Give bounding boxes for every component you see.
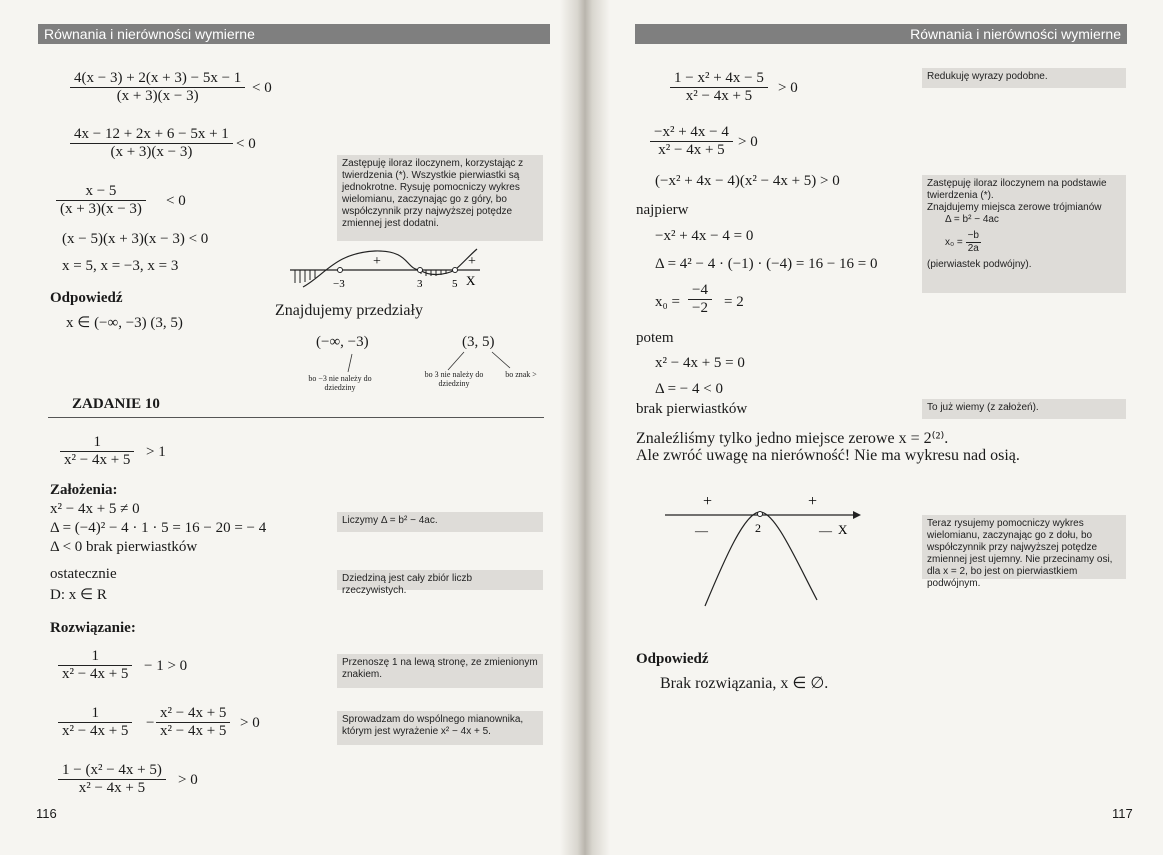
section-divider: [48, 417, 544, 418]
sign-label: +: [373, 254, 381, 269]
relation: − 1 > 0: [144, 658, 188, 674]
solution-title: Rozwiązanie:: [50, 620, 136, 636]
note-line: (pierwiastek podwójny).: [927, 259, 1032, 270]
left-fraction-3: [56, 183, 146, 218]
tangent-point: [758, 512, 763, 517]
page-number-left: 116: [36, 806, 57, 821]
relation: > 1: [146, 444, 166, 460]
right-fraction-2: [650, 124, 733, 159]
polynomial-curve: [303, 249, 477, 287]
fraction-numerator: −4: [688, 282, 712, 300]
open-point: [453, 268, 458, 273]
solution-fraction-1: [58, 648, 132, 683]
relation: > 0: [738, 134, 758, 150]
page-number-right: 117: [1112, 806, 1133, 821]
delta-2: Δ = − 4 < 0: [655, 381, 723, 397]
fraction-numerator: 4x − 12 + 2x + 6 − 5x + 1: [70, 126, 233, 144]
margin-note-left-2: Liczymy Δ = b² − 4ac.: [337, 512, 543, 532]
relation: = 2: [724, 294, 744, 310]
interval-2: (3, 5): [462, 334, 495, 350]
tick-label: 2: [755, 521, 761, 535]
annotation-2: bo 3 nie należy do dziedziny: [424, 370, 484, 388]
solution-fraction-2b: [156, 705, 230, 740]
interval-1: (−∞, −3): [316, 334, 369, 350]
axis-arrow: [853, 511, 861, 519]
fraction-numerator: x − 5: [56, 183, 146, 201]
relation: > 0: [240, 715, 260, 731]
fraction-numerator: −b: [967, 230, 979, 241]
relation: > 0: [178, 772, 198, 788]
relation: > 0: [778, 80, 798, 96]
margin-note-right-2: [922, 175, 1126, 293]
delta-1: Δ = 4² − 4 · (−1) · (−4) = 16 − 16 = 0: [655, 256, 878, 272]
left-fraction-1: [70, 70, 245, 105]
note-x0-lhs: x₀ =: [945, 237, 963, 249]
note-line: Znajdujemy miejsca zerowe trójmianów: [927, 202, 1102, 213]
parabola-curve: [705, 512, 817, 606]
fraction-denominator: x² − 4x + 5: [64, 452, 131, 468]
right-fraction-1: [670, 70, 768, 105]
fraction-denominator: 2a: [967, 243, 979, 254]
sign-label: +: [703, 493, 713, 510]
left-page-header: Równania i nierówności wymierne: [38, 24, 550, 44]
tick-label: 5: [452, 278, 458, 290]
annotation-1: bo −3 nie należy do dziedziny: [308, 374, 372, 392]
fraction-denominator: (x + 3)(x − 3): [116, 88, 199, 104]
fraction-numerator: 1 − x² + 4x − 5: [670, 70, 768, 88]
answer-right: Brak rozwiązania, x ∈ ∅.: [660, 675, 829, 692]
no-roots-text: brak pierwiastków: [636, 401, 748, 417]
solution-fraction-3: [58, 762, 166, 797]
note-line: Zastępuję iloraz iloczynem na podstawie twierdzenia (*).: [927, 178, 1107, 201]
open-point: [418, 268, 423, 273]
solution-fraction-2a: [58, 705, 132, 740]
margin-note-right-4: Teraz rysujemy pomocniczy wykres wielomianu, zaczynając go z dołu, bo współczynnik przy najwyższej potędze zmiennej jest ujemny. Nie przecinamy osi, dla x = 2, bo jest on pierwiastkiem podwójnym.: [922, 515, 1126, 579]
fraction-denominator: x² − 4x + 5: [685, 88, 753, 104]
equation-2: x² − 4x + 5 = 0: [655, 355, 745, 371]
margin-note-left-1: Zastępuję iloraz iloczynem, korzystając z twierdzenia (*). Wszystkie pierwiastki są jednokrotne. Rysuję pomocniczy wykres wielomianu, zaczynając go z góry, bo współczynnik przy najwyższej potędze zmiennej jest dodatni.: [337, 155, 543, 241]
fraction-denominator: x² − 4x + 5: [62, 666, 129, 682]
margin-note-left-4: Przenoszę 1 na lewą stronę, ze zmienionym znakiem.: [337, 654, 543, 688]
attention-text: Ale zwróć uwagę na nierówność! Nie ma wykresu nad osią.: [636, 447, 1020, 464]
relation: < 0: [166, 193, 186, 209]
fraction-numerator: 1: [58, 648, 132, 666]
left-fraction-2: [70, 126, 233, 161]
product-inequality: (x − 5)(x + 3)(x − 3) < 0: [62, 231, 209, 247]
relation: < 0: [252, 80, 272, 96]
note-x0-formula: [927, 230, 1121, 255]
open-point: [338, 268, 343, 273]
right-page-header: Równania i nierówności wymierne: [635, 24, 1127, 44]
sign-chart-left: [285, 245, 495, 295]
fraction-numerator: 1: [58, 705, 132, 723]
fraction-numerator: −x² + 4x − 4: [650, 124, 733, 142]
first-text: najpierw: [636, 202, 689, 218]
equation-1: −x² + 4x − 4 = 0: [655, 228, 754, 244]
answer-left: x ∈ (−∞, −3) (3, 5): [66, 315, 183, 331]
annotation-3: bo znak >: [505, 370, 537, 379]
margin-note-left-5: Sprowadzam do wspólnego mianownika, którym jest wyrażenie x² − 4x + 5.: [337, 711, 543, 745]
assumptions-title: Założenia:: [50, 482, 118, 498]
x0-fraction: [688, 282, 712, 317]
margin-note-right-1: Redukuję wyrazy podobne.: [922, 68, 1126, 88]
sign-label: —: [695, 523, 708, 538]
minus-sign: −: [146, 715, 155, 731]
fraction-denominator: (x + 3)(x − 3): [110, 144, 193, 160]
assumption-line-3: Δ < 0 brak pierwiastków: [50, 539, 198, 555]
fraction-denominator: −2: [692, 300, 708, 316]
margin-note-right-3: To już wiemy (z założeń).: [922, 399, 1126, 419]
fraction-denominator: x² − 4x + 5: [78, 780, 146, 796]
find-intervals-text: Znajdujemy przedziały: [275, 302, 423, 319]
fraction-numerator: 4(x − 3) + 2(x + 3) − 5x − 1: [70, 70, 245, 88]
book-gutter: [560, 0, 610, 855]
domain-line: D: x ∈ R: [50, 587, 107, 603]
note-x0-fraction: [966, 230, 981, 255]
relation: < 0: [236, 136, 256, 152]
answer-title-left: Odpowiedź: [50, 290, 123, 306]
x0-label: x₀ =: [655, 294, 680, 310]
fraction-numerator: 1: [60, 434, 134, 452]
axis-label: X: [466, 273, 476, 288]
roots-line: x = 5, x = −3, x = 3: [62, 258, 179, 274]
assumption-line-1: x² − 4x + 5 ≠ 0: [50, 501, 140, 517]
fraction-denominator: x² − 4x + 5: [160, 723, 227, 739]
fraction-numerator: x² − 4x + 5: [156, 705, 230, 723]
fraction-denominator: x² − 4x + 5: [658, 142, 725, 158]
sign-chart-right: [665, 488, 865, 608]
found-text: Znaleźliśmy tylko jedno miejsce zerowe x = 2⁽²⁾.: [636, 430, 949, 447]
tick-label: 3: [417, 278, 423, 290]
fraction-denominator: x² − 4x + 5: [62, 723, 129, 739]
answer-title-right: Odpowiedź: [636, 651, 709, 667]
sign-label: +: [808, 493, 818, 510]
sign-label: +: [468, 254, 476, 269]
task-title: ZADANIE 10: [72, 396, 160, 412]
axis-label: X: [838, 522, 848, 537]
sign-label: —: [819, 523, 832, 538]
fraction-denominator: (x + 3)(x − 3): [60, 201, 142, 217]
tick-label: −3: [333, 278, 345, 290]
margin-note-left-3: Dziedziną jest cały zbiór liczb rzeczywistych.: [337, 570, 543, 590]
then-text: potem: [636, 330, 674, 346]
fraction-numerator: 1 − (x² − 4x + 5): [58, 762, 166, 780]
assumption-line-2: Δ = (−4)² − 4 · 1 · 5 = 16 − 20 = − 4: [50, 520, 267, 536]
finally-text: ostatecznie: [50, 566, 117, 582]
task-fraction: [60, 434, 134, 469]
note-line: Δ = b² − 4ac: [945, 214, 999, 225]
product-inequality-right: (−x² + 4x − 4)(x² − 4x + 5) > 0: [655, 173, 840, 189]
